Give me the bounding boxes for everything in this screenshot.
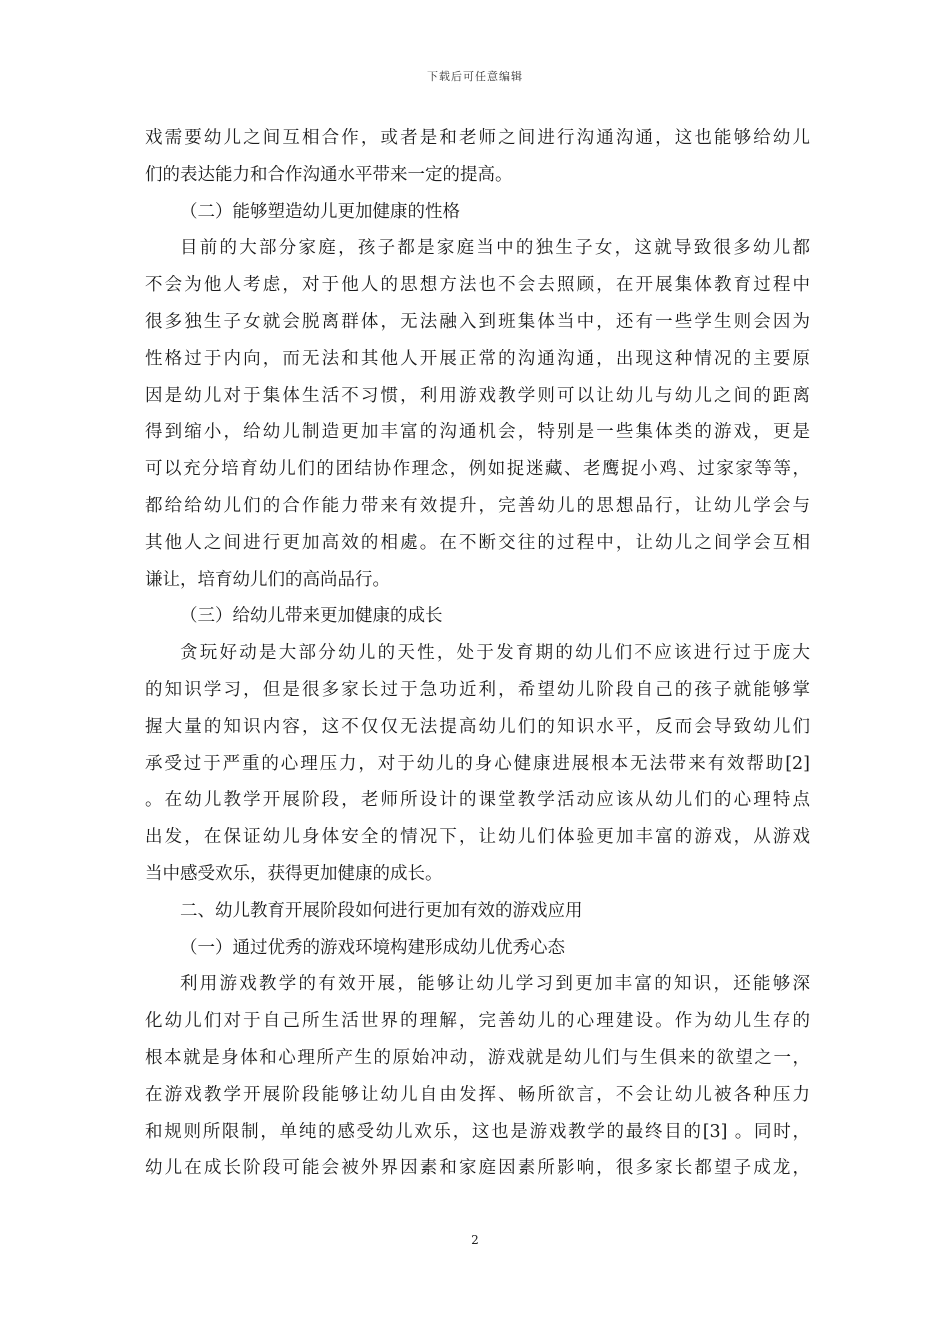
body-line: 和规则所限制，单纯的感受幼儿欢乐，这也是游戏教学的最终目的[3] 。同时， <box>145 1121 810 1142</box>
body-line: 不会为他人考虑，对于他人的思想方法也不会去照顾，在开展集体教育过程中 <box>145 275 810 296</box>
body-line: 可以充分培育幼儿们的团结协作理念，例如捉迷藏、老鹰捉小鸡、过家家等等， <box>145 459 810 480</box>
body-line: 。在幼儿教学开展阶段，老师所设计的课堂教学活动应该从幼儿们的心理特点 <box>145 790 810 811</box>
document-body <box>145 120 810 1187</box>
page-header: 下载后可任意编辑 <box>427 70 523 83</box>
body-line: 承受过于严重的心理压力，对于幼儿的身心健康进展根本无法带来有效帮助[2] <box>145 753 810 774</box>
page-number: 2 <box>471 1233 479 1247</box>
body-line: 性格过于内向，而无法和其他人开展正常的沟通沟通，出现这种情况的主要原 <box>145 348 810 369</box>
body-line: 因是幼儿对于集体生活不习惯，利用游戏教学则可以让幼儿与幼儿之间的距离 <box>145 385 810 406</box>
body-line: 谦让，培育幼儿们的高尚品行。 <box>145 569 390 590</box>
body-line: 戏需要幼儿之间互相合作，或者是和老师之间进行沟通沟通，这也能够给幼儿 <box>145 128 810 148</box>
body-line: 化幼儿们对于自己所生活世界的理解，完善幼儿的心理建设。作为幼儿生存的 <box>145 1011 810 1032</box>
body-line: 目前的大部分家庭，孩子都是家庭当中的独生子女，这就导致很多幼儿都 <box>180 238 810 259</box>
section-heading: （一）通过优秀的游戏环境构建形成幼儿优秀心态 <box>180 937 565 958</box>
body-line: 利用游戏教学的有效开展，能够让幼儿学习到更加丰富的知识，还能够深 <box>180 974 810 995</box>
body-line: 得到缩小，给幼儿制造更加丰富的沟通机会，特别是一些集体类的游戏，更是 <box>145 422 810 443</box>
body-line: 当中感受欢乐，获得更加健康的成长。 <box>145 863 443 884</box>
body-line: 握大量的知识内容，这不仅仅无法提高幼儿们的知识水平，反而会导致幼儿们 <box>145 716 810 737</box>
chapter-heading: 二、幼儿教育开展阶段如何进行更加有效的游戏应用 <box>180 900 583 921</box>
body-line: 出发，在保证幼儿身体安全的情况下，让幼儿们体验更加丰富的游戏，从游戏 <box>145 827 810 848</box>
section-heading: （三）给幼儿带来更加健康的成长 <box>180 606 443 627</box>
section-heading: （二）能够塑造幼儿更加健康的性格 <box>180 201 460 222</box>
body-line: 们的表达能力和合作沟通水平带来一定的提高。 <box>145 164 513 185</box>
body-line: 在游戏教学开展阶段能够让幼儿自由发挥、畅所欲言，不会让幼儿被各种压力 <box>145 1084 810 1105</box>
body-line: 幼儿在成长阶段可能会被外界因素和家庭因素所影响，很多家长都望子成龙， <box>145 1158 810 1179</box>
body-line: 根本就是身体和心理所产生的原始冲动，游戏就是幼儿们与生俱来的欲望之一， <box>145 1047 810 1068</box>
body-line: 很多独生子女就会脱离群体，无法融入到班集体当中，还有一些学生则会因为 <box>145 311 810 332</box>
body-line: 其他人之间进行更加高效的相處。在不断交往的过程中，让幼儿之间学会互相 <box>145 532 810 553</box>
body-line: 贪玩好动是大部分幼儿的天性，处于发育期的幼儿们不应该进行过于庞大 <box>180 643 810 664</box>
body-line: 都给给幼儿们的合作能力带来有效提升，完善幼儿的思想品行，让幼儿学会与 <box>145 495 810 516</box>
body-line: 的知识学习，但是很多家长过于急功近利，希望幼儿阶段自己的孩子就能够掌 <box>145 679 810 700</box>
